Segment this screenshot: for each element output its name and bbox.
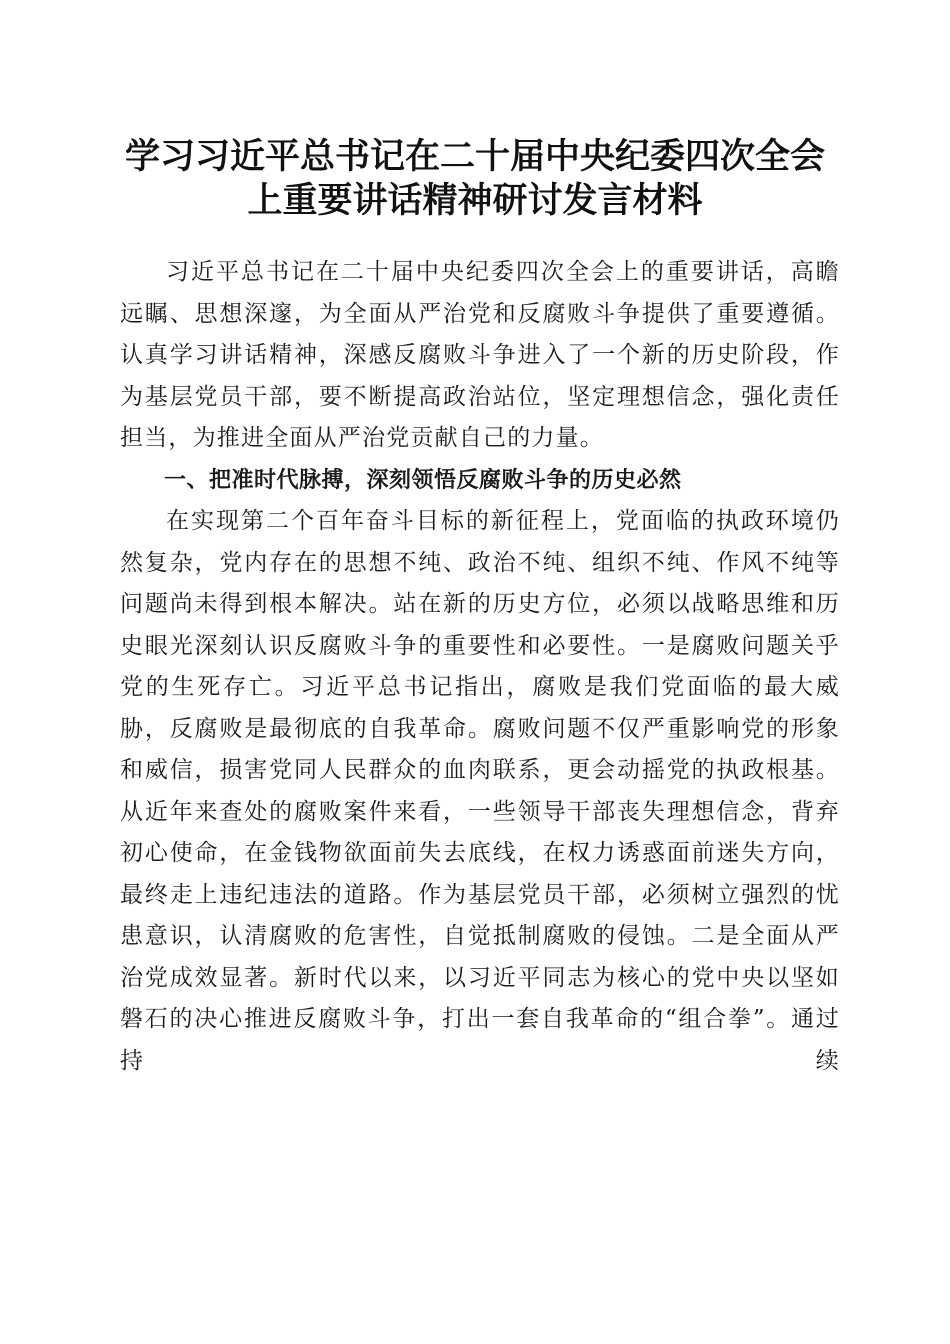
title-line-2: 上重要讲话精神研讨发言材料 — [247, 180, 703, 221]
document-title — [100, 135, 850, 223]
section-1-heading: 一、把准时代脉搏，深刻领悟反腐败斗争的历史必然 — [164, 467, 682, 493]
section-1-paragraph: 在实现第二个百年奋斗目标的新征程上，党面临的执政环境仍然复杂，党内存在的思想不纯、政治不纯、组织不纯、作风不纯等问题尚未得到根本解决。站在新的历史方位，必须以战略思维和历史眼光深刻认识反腐败斗争的重要性和必要性。一是腐败问题关乎党的生死存亡。习近平总书记指出，腐败是我们党面临的最大威胁，反腐败是最彻底的自我革命。腐败问题不仅严重影响党的形象和威信，损害党同人民群众的血肉联系，更会动摇党的执政根基。从近年来查处的腐败案件来看，一些领导干部丧失理想信念，背弃初心使命，在金钱物欲面前失去底线，在权力诱惑面前迷失方向，最终走上违纪违法的道路。作为基层党员干部，必须树立强烈的忧患意识，认清腐败的危害性，自觉抵制腐败的侵蚀。二是全面从严治党成效显著。新时代以来，以习近平同志为核心的党中央以坚如磐石的决心推进反腐败斗争，打出一套自我革命的“组合拳”。通过持续 — [120, 508, 840, 1074]
document-body — [120, 252, 840, 1082]
title-line-1: 学习习近平总书记在二十届中央纪委四次全会 — [124, 136, 825, 177]
intro-paragraph: 习近平总书记在二十届中央纪委四次全会上的重要讲话，高瞻远瞩、思想深邃，为全面从严治党和反腐败斗争提供了重要遵循。认真学习讲话精神，深感反腐败斗争进入了一个新的历史阶段，作为基层党员干部，要不断提高政治站位，坚定理想信念，强化责任担当，为推进全面从严治党贡献自己的力量。 — [120, 259, 840, 451]
